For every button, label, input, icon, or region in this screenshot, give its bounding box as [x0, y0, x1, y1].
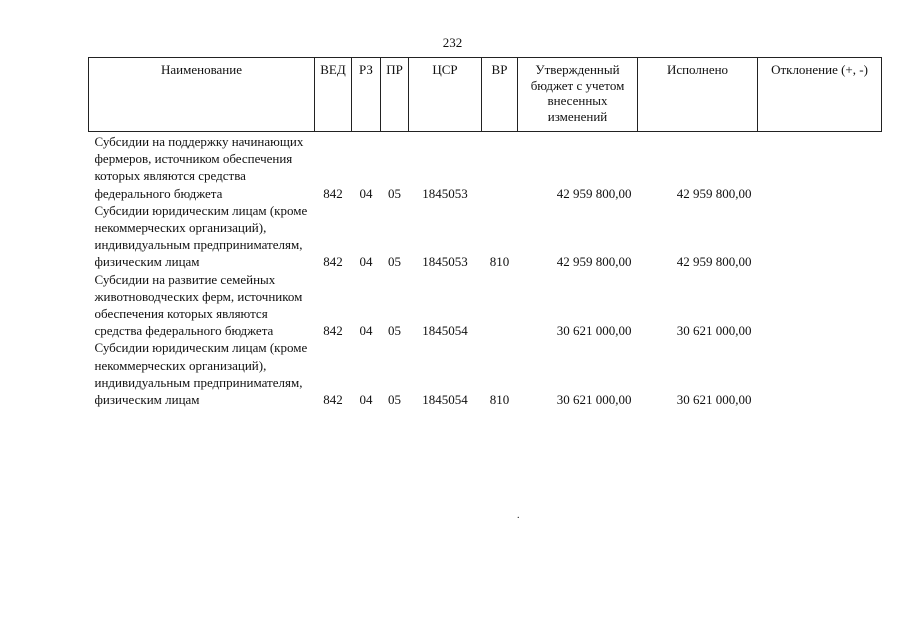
row-deviation	[758, 271, 882, 340]
row-pr: 05	[388, 323, 401, 339]
header-deviation: Отклонение (+, -)	[758, 58, 882, 132]
header-rz: РЗ	[352, 58, 381, 132]
row-csr: 1845053	[422, 254, 468, 270]
row-deviation	[758, 339, 882, 408]
row-pr: 05	[388, 185, 401, 201]
page-number: 232	[442, 35, 463, 50]
header-name: Наименование	[89, 58, 315, 132]
row-rz: 04	[359, 254, 373, 270]
row-executed: 42 959 800,00	[676, 185, 752, 201]
table-row	[89, 202, 882, 271]
row-approved: 30 621 000,00	[556, 323, 632, 339]
row-pr: 05	[388, 392, 401, 408]
row-vr	[482, 271, 518, 340]
header-csr: ЦСР	[409, 58, 482, 132]
row-vr: 810	[489, 392, 510, 408]
row-deviation	[758, 202, 882, 271]
stray-dot-mark: .	[517, 510, 520, 521]
row-ved: 842	[323, 323, 343, 339]
row-ved: 842	[323, 392, 343, 408]
row-deviation	[758, 132, 882, 202]
row-name: Субсидии на поддержку начинающих фермеров, источником обеспечения которых являются средства федерального бюджета	[94, 134, 304, 201]
header-approved-budget: Утвержденный бюджет с учетом внесенных изменений	[518, 58, 638, 132]
row-rz: 04	[359, 185, 373, 201]
row-executed: 42 959 800,00	[676, 254, 752, 270]
table-body	[89, 132, 882, 409]
row-name: Субсидии юридическим лицам (кроме некоммерческих организаций), индивидуальным предпринимателям, физическим лицам	[94, 202, 308, 270]
row-approved: 30 621 000,00	[556, 392, 632, 408]
header-vr: ВР	[482, 58, 518, 132]
row-rz: 04	[359, 392, 373, 408]
row-executed: 30 621 000,00	[676, 323, 752, 339]
row-vr: 810	[489, 254, 510, 270]
row-csr: 1845053	[422, 185, 468, 201]
row-csr: 1845054	[422, 392, 468, 408]
row-name: Субсидии юридическим лицам (кроме некоммерческих организаций), индивидуальным предпринимателям, физическим лицам	[94, 340, 308, 408]
table-row	[89, 271, 882, 340]
row-pr: 05	[388, 254, 401, 270]
row-approved: 42 959 800,00	[556, 254, 632, 270]
table-row	[89, 132, 882, 202]
header-pr: ПР	[381, 58, 409, 132]
row-csr: 1845054	[422, 323, 468, 339]
row-ved: 842	[323, 254, 343, 270]
table-header	[89, 58, 882, 132]
row-ved: 842	[323, 185, 343, 201]
row-rz: 04	[359, 323, 373, 339]
row-name: Субсидии на развитие семейных животноводческих ферм, источником обеспечения которых являются средства федерального бюджета	[94, 271, 303, 339]
header-row	[89, 58, 882, 132]
row-approved: 42 959 800,00	[556, 185, 632, 201]
header-executed: Исполнено	[638, 58, 758, 132]
header-ved: ВЕД	[315, 58, 352, 132]
budget-execution-table	[88, 57, 882, 408]
row-vr	[482, 132, 518, 202]
table-row	[89, 339, 882, 408]
row-executed: 30 621 000,00	[676, 392, 752, 408]
